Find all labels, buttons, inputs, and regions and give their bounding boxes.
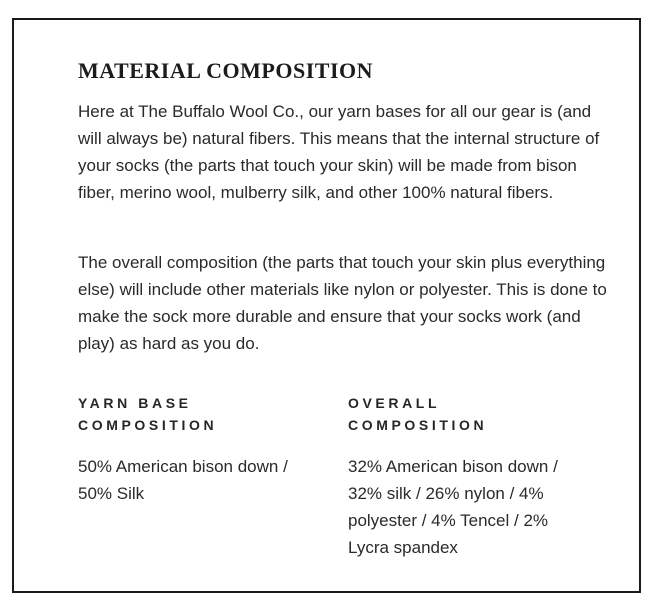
overall-paragraph: The overall composition (the parts that touch your skin plus everything else) will include other materials like nylon or polyester. This is done to make the sock more durable and ensure that your socks work (and play) as hard as you do. [78, 253, 607, 353]
yarn-base-heading-line2: COMPOSITION [78, 417, 218, 433]
yarn-base-heading [78, 392, 318, 436]
overall-heading-line2: COMPOSITION [348, 417, 488, 433]
yarn-base-heading-line1: YARN BASE [78, 395, 192, 411]
yarn-base-column [78, 392, 318, 507]
overall-heading-line1: OVERALL [348, 395, 441, 411]
overall-composition-text: 32% American bison down / 32% silk / 26% nylon / 4% polyester / 4% Tencel / 2% Lycra spandex [348, 457, 558, 557]
section-heading: MATERIAL COMPOSITION [78, 58, 374, 83]
intro-paragraph: Here at The Buffalo Wool Co., our yarn bases for all our gear is (and will always be) natural fibers. This means that the internal structure of your socks (the parts that touch your skin) will be made from bison fiber, merino wool, mulberry silk, and other 100% natural fibers. [78, 102, 600, 202]
yarn-base-composition-text: 50% American bison down / 50% Silk [78, 457, 288, 503]
material-composition-panel [12, 18, 641, 593]
overall-heading [348, 392, 588, 436]
overall-column [348, 392, 588, 561]
